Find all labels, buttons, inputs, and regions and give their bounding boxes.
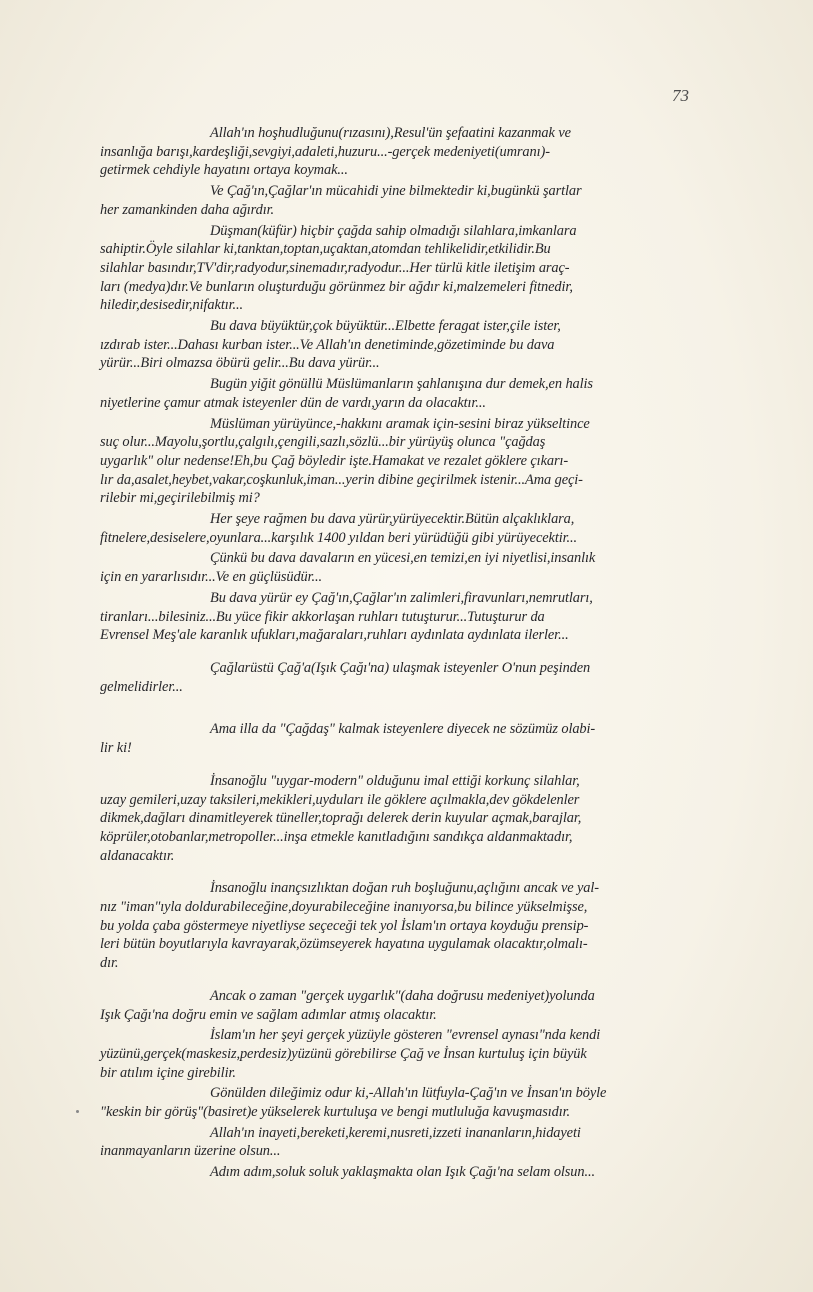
text-line: Işık Çağı'na doğru emin ve sağlam adımlar atmış olacaktır.	[100, 1006, 437, 1023]
text-line: uzay gemileri,uzay taksileri,mekikleri,uyduları ile göklere açılmakla,dev gökdelenler	[100, 791, 580, 808]
text-line: İnsanoğlu "uygar-modern" olduğunu imal ettiği korkunç silahlar,	[210, 772, 580, 789]
text-line: "keskin bir görüş"(basiret)e yükselerek kurtuluşa ve bengi mutluluğa kavuşmasıdır.	[100, 1104, 571, 1121]
text-line: Çünkü bu dava davaların en yücesi,en temizi,en iyi niyetlisi,insanlık	[210, 550, 596, 567]
text-line: lır da,asalet,heybet,vakar,coşkunluk,iman...yerin dibine geçirilmek istenir...Ama geçi-	[100, 471, 583, 488]
text-line: Adım adım,soluk soluk yaklaşmakta olan Işık Çağı'na selam olsun...	[210, 1164, 595, 1181]
paragraph	[100, 415, 730, 509]
paragraph	[100, 1084, 730, 1121]
margin-mark	[76, 1110, 79, 1113]
paragraph	[100, 659, 730, 696]
text-line: dır.	[100, 955, 119, 972]
text-line: bir atılım içine girebilir.	[100, 1064, 236, 1081]
text-line: sahiptir.Öyle silahlar ki,tanktan,toptan,uçaktan,atomdan tehlikelidir,etkilidir.Bu	[100, 241, 551, 258]
text-line: köprüler,otobanlar,metropoller...inşa etmekle kanıtladığını sandıkça aldanmaktadır,	[100, 828, 573, 845]
paragraph	[100, 375, 730, 412]
paragraph	[100, 1026, 730, 1082]
text-line: uygarlık" olur nedense!Eh,bu Çağ böyledir işte.Hamakat ve rezalet göklere çıkarı-	[100, 452, 569, 469]
text-line: dikmek,dağları dinamitleyerek tüneller,toprağı delerek derin kuyular açmak,barajlar,	[100, 810, 582, 827]
text-line: yürür...Biri olmazsa öbürü gelir...Bu dava yürür...	[100, 355, 380, 372]
text-line: inanmayanların üzerine olsun...	[100, 1143, 281, 1160]
text-line: rilebir mi,geçirilebilmiş mi?	[100, 490, 260, 507]
body-text	[100, 124, 730, 1184]
text-line: Allah'ın hoşhudluğunu(rızasını),Resul'ün şefaatini kazanmak ve	[210, 125, 571, 141]
text-line: Gönülden dileğimiz odur ki,-Allah'ın lütfuyla-Çağ'ın ve İnsan'ın böyle	[210, 1085, 607, 1102]
text-line: bu yolda çaba göstermeye niyetliyse seçeceği tek yol İslam'ın ortaya koyduğu prensip-	[100, 917, 589, 934]
paragraph	[100, 549, 730, 586]
text-line: silahlar basındır,TV'dir,radyodur,sinemadır,radyodur...Her türlü kitle iletişim araç-	[100, 259, 570, 276]
paragraph	[100, 510, 730, 547]
page-number: 73	[672, 86, 689, 105]
paragraph	[100, 317, 730, 373]
text-line: Evrensel Meş'ale karanlık ufukları,mağaraları,ruhları aydınlata aydınlata ilerler...	[100, 627, 569, 644]
text-line: İslam'ın her şeyi gerçek yüzüyle gösteren "evrensel aynası"nda kendi	[210, 1027, 601, 1044]
paragraph	[100, 124, 730, 180]
text-line: Ancak o zaman "gerçek uygarlık"(daha doğrusu medeniyet)yolunda	[210, 987, 595, 1004]
text-line: Bu dava büyüktür,çok büyüktür...Elbette feragat ister,çile ister,	[210, 318, 561, 335]
text-line: Düşman(küfür) hiçbir çağda sahip olmadığı silahlara,imkanlara	[210, 222, 577, 239]
text-line: leri bütün boyutlarıyla kavrayarak,özümseyerek hayatına uygulamak olacaktır,olmalı-	[100, 936, 588, 953]
text-line: yüzünü,gerçek(maskesiz,perdesiz)yüzünü görebilirse Çağ ve İnsan kurtuluş için büyük	[100, 1045, 587, 1062]
text-line: Bu dava yürür ey Çağ'ın,Çağlar'ın zalimleri,firavunları,nemrutları,	[210, 589, 593, 606]
paragraph	[100, 720, 730, 757]
paragraph	[100, 589, 730, 645]
text-line: Ve Çağ'ın,Çağlar'ın mücahidi yine bilmektedir ki,bugünkü şartlar	[210, 183, 582, 200]
text-line: tiranları...bilesiniz...Bu yüce fikir akkorlaşan ruhları tutuşturur...Tutuşturur da	[100, 608, 545, 625]
text-line: Çağlarüstü Çağ'a(Işık Çağı'na) ulaşmak isteyenler O'nun peşinden	[210, 659, 591, 676]
text-line: getirmek cehdiyle hayatını ortaya koymak...	[100, 162, 348, 179]
text-line: ları (medya)dır.Ve bunların oluşturduğu görünmez bir ağdır ki,malzemeleri fitnedir,	[100, 278, 573, 295]
text-line: lir ki!	[100, 740, 132, 757]
text-line: Her şeye rağmen bu dava yürür,yürüyecektir.Bütün alçaklıklara,	[210, 511, 575, 528]
text-line: her zamankinden daha ağırdır.	[100, 201, 275, 218]
text-line: Allah'ın inayeti,bereketi,keremi,nusreti,izzeti inananların,hidayeti	[210, 1124, 581, 1141]
text-line: için en yararlısıdır...Ve en güçlüsüdür...	[100, 569, 323, 586]
paragraph	[100, 987, 730, 1024]
text-line: suç olur...Mayolu,şortlu,çalgılı,çengili,sazlı,sözlü...bir yürüyüş olunca "çağdaş	[100, 434, 546, 451]
paragraph	[100, 222, 730, 316]
text-line: aldanacaktır.	[100, 847, 175, 864]
text-line: fitnelere,desiselere,oyunlara...karşılık 1400 yıldan beri yürüdüğü gibi yürüyecektir...	[100, 529, 578, 546]
text-line: Bugün yiğit gönüllü Müslümanların şahlanışına dur demek,en halis	[210, 376, 593, 393]
text-line: gelmelidirler...	[100, 678, 183, 695]
text-line: Ama illa da "Çağdaş" kalmak isteyenlere diyecek ne sözümüz olabi-	[210, 721, 596, 738]
paragraph	[100, 1163, 730, 1182]
text-line: insanlığa barışı,kardeşliği,sevgiyi,adaleti,huzuru...-gerçek medeniyeti(umranı)-	[100, 143, 550, 160]
paragraph	[100, 772, 730, 866]
text-line: İnsanoğlu inançsızlıktan doğan ruh boşluğunu,açlığını ancak ve yal-	[210, 880, 599, 897]
paragraph	[100, 182, 730, 219]
paragraph	[100, 1124, 730, 1161]
text-line: nız "iman"ıyla doldurabileceğine,doyurabileceğine inanıyorsa,bu bilince yükselmişse,	[100, 899, 588, 916]
text-line: Müslüman yürüyünce,-hakkını aramak için-sesini biraz yükseltince	[210, 415, 590, 432]
paragraph	[100, 879, 730, 973]
text-line: hiledir,desisedir,nifaktır...	[100, 297, 244, 314]
text-line: niyetlerine çamur atmak isteyenler dün de vardı,yarın da olacaktır...	[100, 394, 486, 411]
text-line: ızdırab ister...Dahası kurban ister...Ve Allah'ın denetiminde,gözetiminde bu dava	[100, 336, 555, 353]
